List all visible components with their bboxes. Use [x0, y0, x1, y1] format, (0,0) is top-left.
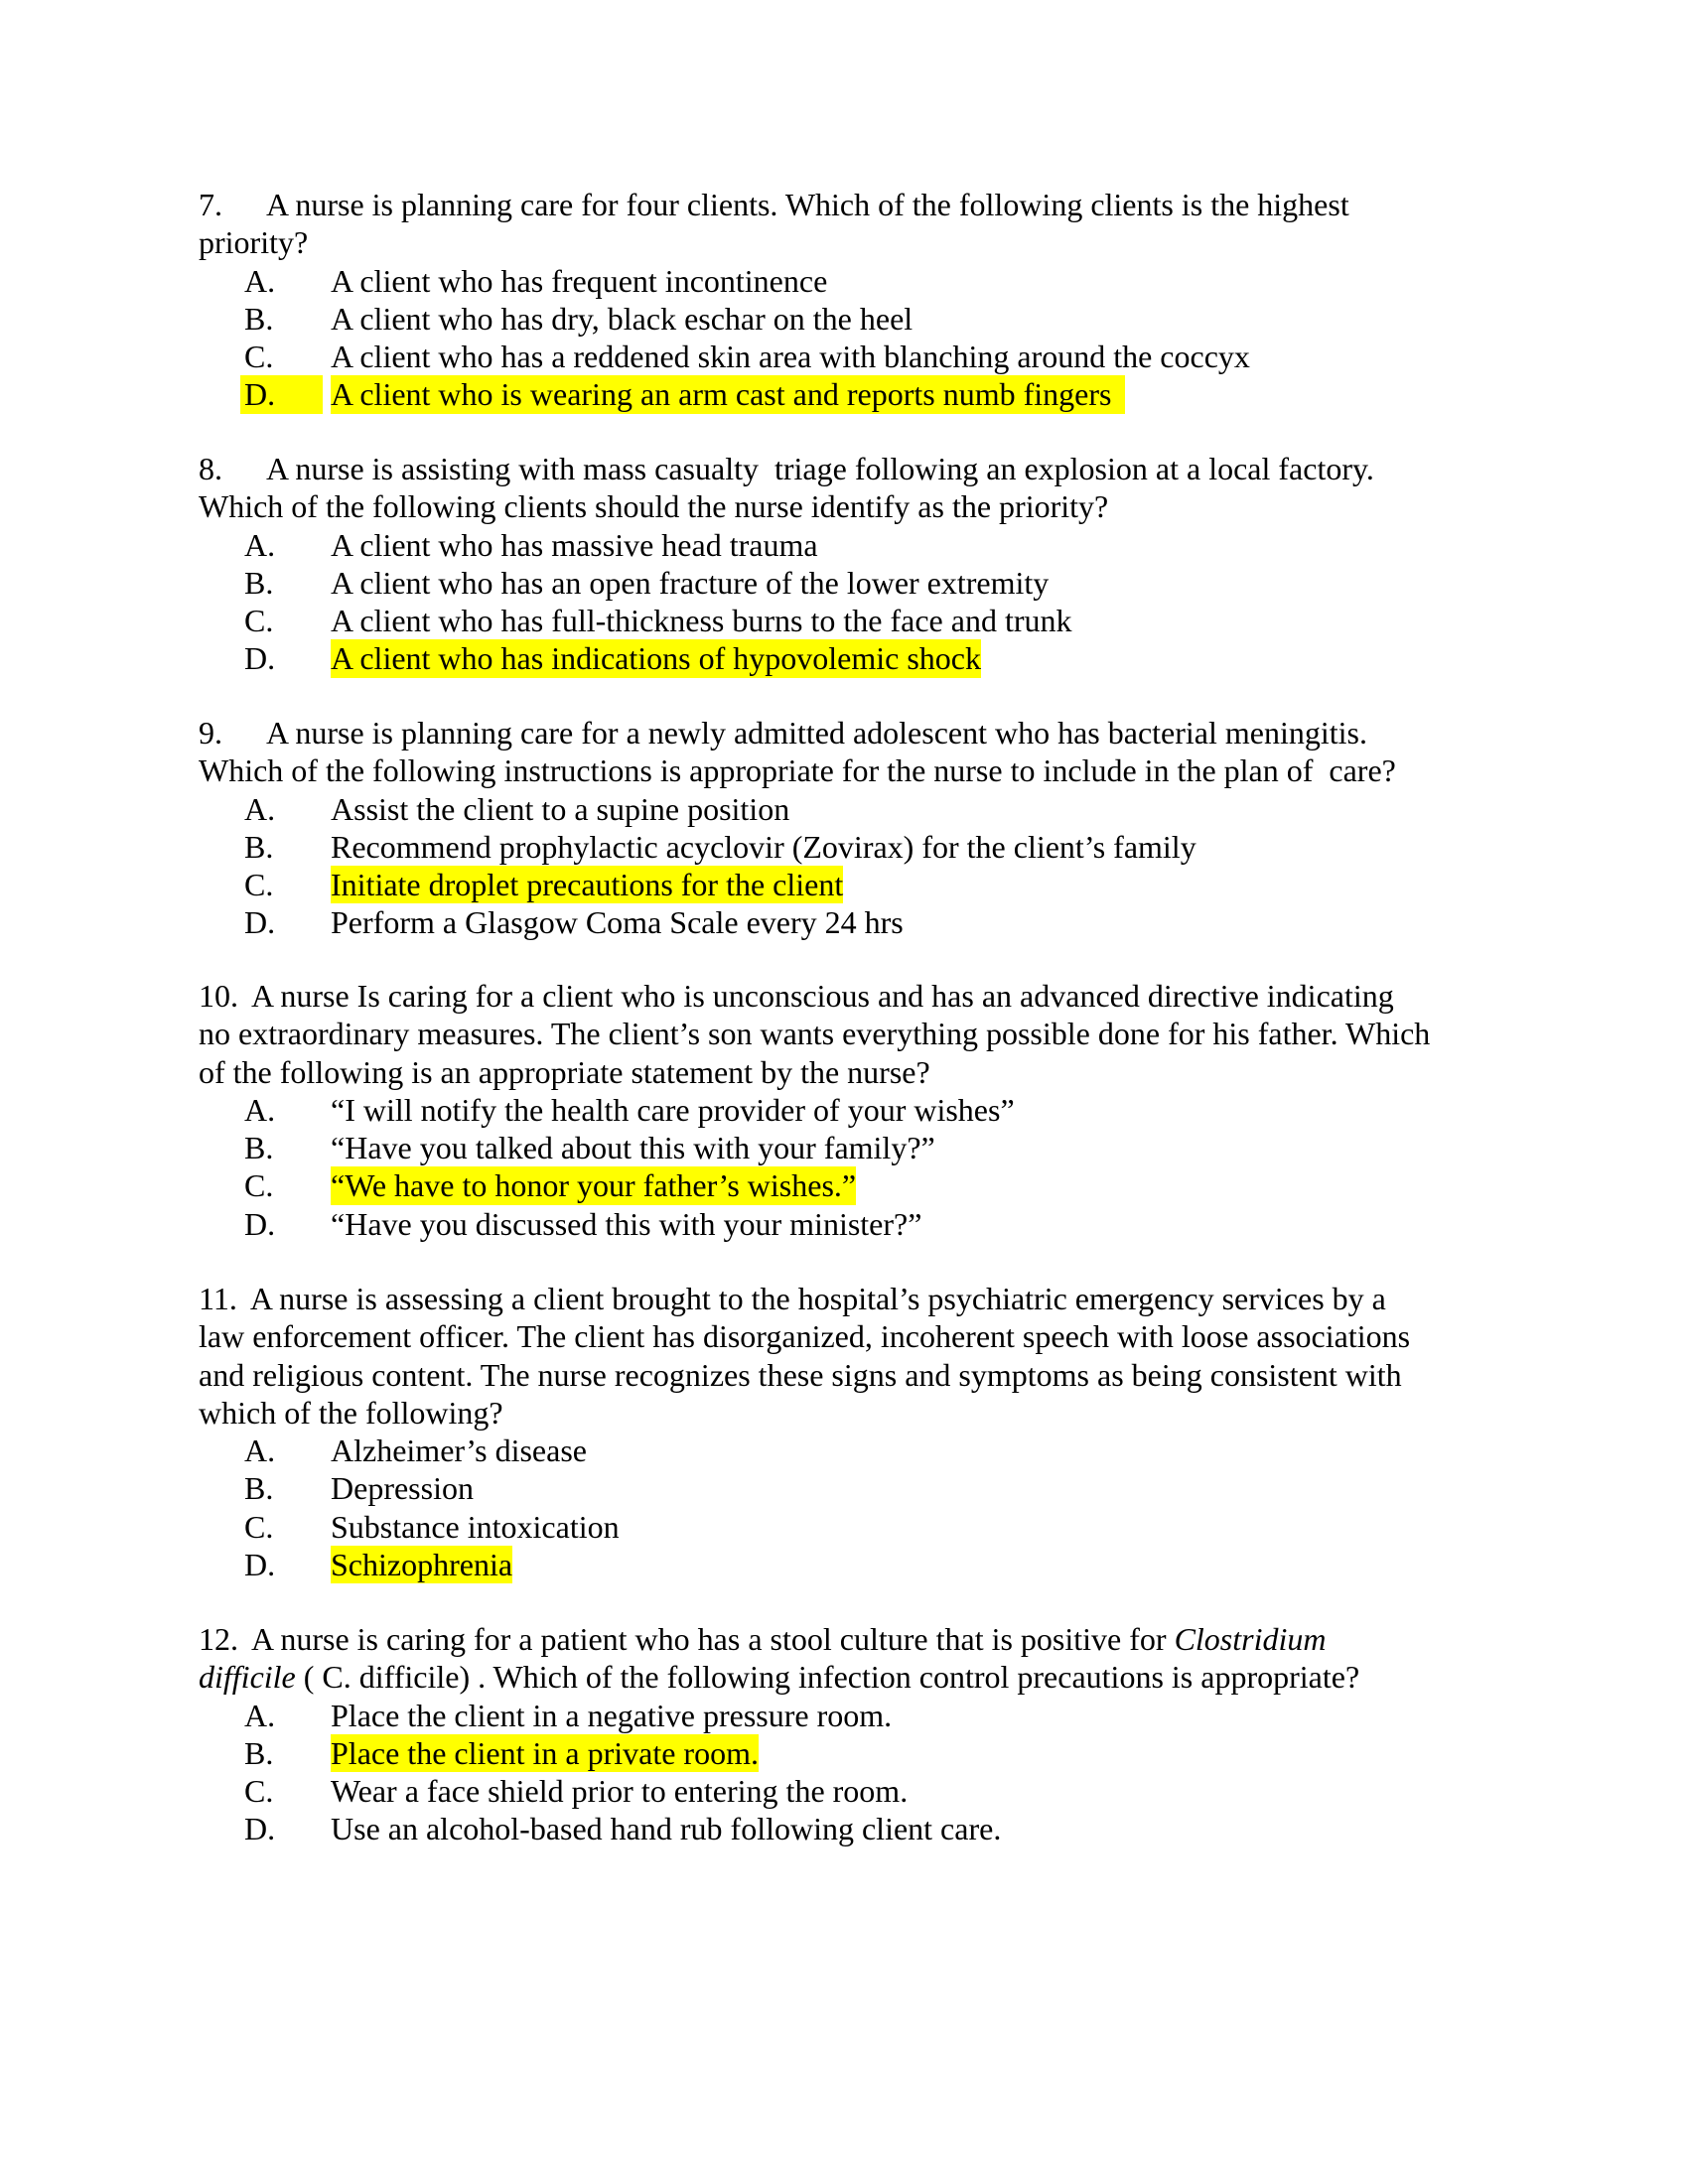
- option-text: Alzheimer’s disease: [331, 1433, 587, 1469]
- option-a[interactable]: [199, 1697, 1509, 1734]
- option-letter: B.: [244, 300, 274, 337]
- option-a[interactable]: [199, 790, 1509, 828]
- option-c[interactable]: [199, 1772, 1509, 1810]
- option-text: “Have you discussed this with your minister?”: [331, 1205, 922, 1242]
- option-letter: A.: [244, 1091, 276, 1128]
- option-text: Depression: [331, 1470, 474, 1507]
- option-text: A client who is wearing an arm cast and reports numb fingers: [331, 375, 1125, 413]
- question-stem: [199, 977, 1509, 1091]
- option-text: “I will notify the health care provider of your wishes”: [331, 1091, 1015, 1128]
- option-text: A client who has indications of hypovolemic shock: [331, 640, 981, 677]
- option-text: Assist the client to a supine position: [331, 790, 790, 827]
- option-text: Schizophrenia: [331, 1547, 513, 1583]
- option-letter: D.: [244, 1811, 276, 1847]
- question-stem: [199, 450, 1509, 526]
- answer-options: [199, 1432, 1509, 1583]
- option-b[interactable]: [199, 1129, 1509, 1166]
- option-letter: A.: [244, 1433, 276, 1469]
- option-b[interactable]: [199, 1469, 1509, 1507]
- stem-line: Which of the following instructions is appropriate for the nurse to include in the plan of care?: [199, 752, 1396, 789]
- option-a[interactable]: [199, 526, 1509, 564]
- option-letter: C.: [244, 1508, 274, 1545]
- option-text: Place the client in a negative pressure room.: [331, 1697, 893, 1733]
- option-text: Substance intoxication: [331, 1508, 620, 1545]
- question-number: 10.: [199, 978, 238, 1014]
- answer-options: [199, 790, 1509, 942]
- option-c-highlighted[interactable]: [199, 866, 1509, 903]
- option-letter: B.: [244, 1470, 274, 1507]
- option-d-highlighted[interactable]: [199, 1546, 1509, 1583]
- option-a[interactable]: [199, 1091, 1509, 1129]
- option-text: Perform a Glasgow Coma Scale every 24 hrs: [331, 904, 904, 941]
- option-letter: D.: [240, 375, 323, 413]
- option-letter: A.: [244, 262, 276, 299]
- option-a[interactable]: [199, 262, 1509, 300]
- option-b[interactable]: [199, 828, 1509, 866]
- option-letter: C.: [244, 1167, 274, 1204]
- option-text: A client who has a reddened skin area with blanching around the coccyx: [331, 339, 1250, 375]
- option-letter: C.: [244, 1773, 274, 1810]
- option-letter: C.: [244, 603, 274, 639]
- option-d-highlighted[interactable]: [199, 375, 1509, 413]
- option-text: “We have to honor your father’s wishes.”: [331, 1167, 857, 1204]
- question-stem: [199, 1280, 1509, 1432]
- option-text: Wear a face shield prior to entering the room.: [331, 1773, 909, 1810]
- option-letter: D.: [244, 904, 276, 941]
- option-d[interactable]: [199, 903, 1509, 941]
- question-number: 12.: [199, 1621, 238, 1657]
- option-c[interactable]: [199, 338, 1509, 375]
- option-letter: D.: [244, 1547, 276, 1583]
- answer-options: [199, 262, 1509, 414]
- option-letter: B.: [244, 828, 274, 865]
- stem-line: law enforcement officer. The client has disorganized, incoherent speech with loose associations: [199, 1318, 1411, 1355]
- question-stem: [199, 1620, 1509, 1697]
- stem-italic-term: Clostridium: [1174, 1621, 1327, 1657]
- question-number: 7.: [199, 187, 222, 222]
- option-d-highlighted[interactable]: [199, 639, 1509, 677]
- question-stem: [199, 186, 1509, 262]
- option-text: A client who has full-thickness burns to the face and trunk: [331, 603, 1072, 639]
- option-b[interactable]: [199, 564, 1509, 602]
- stem-line: A nurse is assessing a client brought to the hospital’s psychiatric emergency services by a: [249, 1281, 1386, 1316]
- option-letter: B.: [244, 564, 274, 601]
- stem-line: and religious content. The nurse recognizes these signs and symptoms as being consistent with: [199, 1356, 1402, 1393]
- question-12: [199, 1620, 1509, 1848]
- question-number: 9.: [199, 715, 222, 751]
- option-text: “Have you talked about this with your family?”: [331, 1130, 935, 1166]
- option-text: Initiate droplet precautions for the client: [331, 867, 844, 903]
- question-7: [199, 186, 1509, 414]
- stem-line: A nurse is planning care for a newly admitted adolescent who has bacterial meningitis.: [266, 715, 1367, 751]
- question-number: 8.: [199, 451, 222, 486]
- stem-line: ( C. difficile) . Which of the following infection control precautions is appropriate?: [295, 1659, 1360, 1696]
- question-number: 11.: [199, 1281, 237, 1316]
- answer-options: [199, 526, 1509, 678]
- option-c-highlighted[interactable]: [199, 1166, 1509, 1204]
- option-letter: A.: [244, 1697, 276, 1733]
- stem-line: no extraordinary measures. The client’s son wants everything possible done for his father. Which: [199, 1016, 1431, 1052]
- question-10: [199, 977, 1509, 1243]
- stem-line: A nurse is assisting with mass casualty triage following an explosion at a local factory.: [266, 451, 1374, 486]
- question-11: [199, 1280, 1509, 1583]
- option-c[interactable]: [199, 1508, 1509, 1546]
- option-text: A client who has massive head trauma: [331, 526, 818, 563]
- stem-italic-term: difficile: [199, 1659, 296, 1696]
- option-text: Recommend prophylactic acyclovir (Zovirax) for the client’s family: [331, 828, 1196, 865]
- stem-line: A nurse is caring for a patient who has a stool culture that is positive for: [251, 1621, 1175, 1657]
- option-b-highlighted[interactable]: [199, 1734, 1509, 1772]
- option-d[interactable]: [199, 1205, 1509, 1243]
- stem-line: Which of the following clients should the nurse identify as the priority?: [199, 488, 1109, 525]
- option-text: A client who has dry, black eschar on the heel: [331, 300, 914, 337]
- question-9: [199, 714, 1509, 942]
- option-letter: A.: [244, 790, 276, 827]
- answer-options: [199, 1091, 1509, 1243]
- option-letter: A.: [244, 526, 276, 563]
- option-letter: C.: [244, 339, 274, 375]
- stem-line: of the following is an appropriate statement by the nurse?: [199, 1053, 930, 1090]
- stem-line: A nurse is planning care for four clients. Which of the following clients is the highest: [266, 187, 1349, 222]
- option-letter: D.: [244, 640, 276, 677]
- option-letter: B.: [244, 1130, 274, 1166]
- answer-options: [199, 1697, 1509, 1848]
- question-8: [199, 450, 1509, 678]
- option-c[interactable]: [199, 602, 1509, 639]
- stem-line: priority?: [199, 224, 309, 261]
- option-letter: D.: [244, 1205, 276, 1242]
- option-a[interactable]: [199, 1432, 1509, 1469]
- option-b[interactable]: [199, 300, 1509, 338]
- question-stem: [199, 714, 1509, 790]
- option-letter: B.: [244, 1734, 274, 1771]
- stem-line: which of the following?: [199, 1394, 503, 1431]
- option-text: Place the client in a private room.: [331, 1734, 759, 1771]
- option-text: A client who has an open fracture of the lower extremity: [331, 564, 1050, 601]
- stem-line: A nurse Is caring for a client who is unconscious and has an advanced directive indicating: [251, 978, 1394, 1014]
- option-text: Use an alcohol-based hand rub following client care.: [331, 1811, 1002, 1847]
- option-letter: C.: [244, 867, 274, 903]
- option-text: A client who has frequent incontinence: [331, 262, 828, 299]
- option-d[interactable]: [199, 1810, 1509, 1847]
